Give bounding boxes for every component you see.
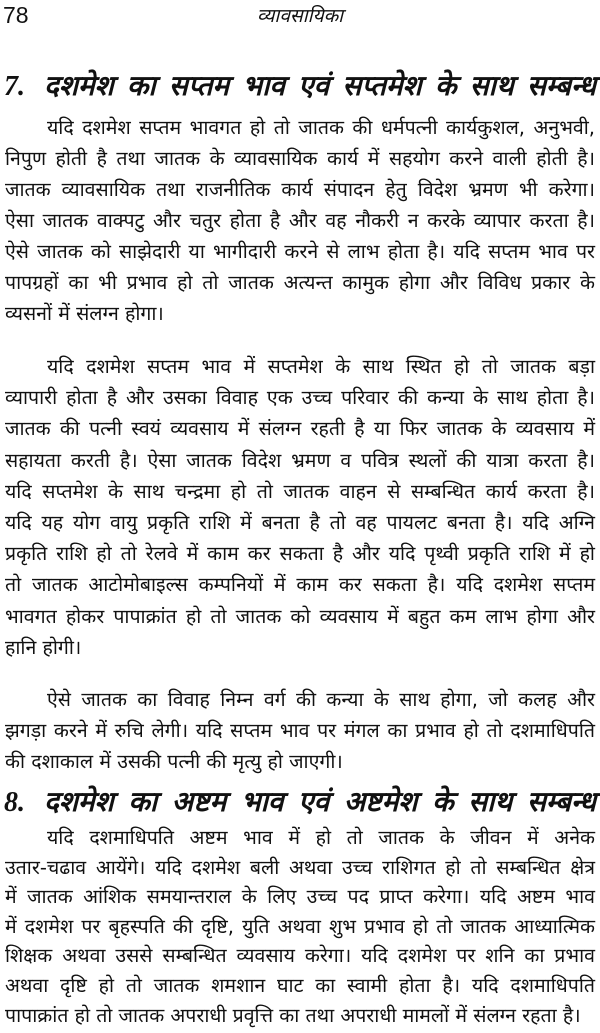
running-header-title: व्यावसायिका <box>256 5 344 27</box>
text-line: सहायता करती है। ऐसा जातक विदेश भ्रमण व पवित्र स्थलों की यात्रा करता है। <box>5 448 595 472</box>
text-line: यदि दशमेश सप्तम भावगत हो तो जातक की धर्मपत्नी कार्यकुशल, अनुभवी, <box>47 116 595 139</box>
text-line: में दशमेश पर बृहस्पति की दृष्टि, युति अथवा शुभ प्रभाव हो तो जातक आध्यात्मिक <box>5 914 595 938</box>
text-line: हानि होगी। <box>5 635 82 659</box>
text-line: में जातक आंशिक समयान्तराल के लिए उच्च पद प्राप्त करेगा। यदि अष्टम भाव <box>5 885 595 909</box>
section-heading-8 <box>4 782 596 823</box>
text-line: व्यापारी होता है और उसका विवाह एक उच्च परिवार की कन्या के साथ होता है। <box>5 386 595 410</box>
text-line: पापग्रहों का भी प्रभाव हो तो जातक अत्यन्त कामुक होगा और विविध प्रकार के <box>5 271 595 294</box>
text-line: की दशाकाल में उसकी पत्नी की मृत्यु हो जाएगी। <box>5 750 343 773</box>
text-line: भावगत होकर पापाक्रांत हो तो जातक को व्यवसाय में बहुत कम लाभ होगा और <box>5 604 595 628</box>
text-line: यदि दशमाधिपति अष्टम भाव में हो तो जातक के जीवन में अनेक <box>47 826 595 849</box>
section-number: 8. <box>4 787 25 818</box>
text-line: व्यसनों में संलग्न होगा। <box>5 302 164 325</box>
text-line: जातक की पत्नी स्वयं व्यवसाय में संलग्न रहती है या फिर जातक के व्यवसाय में <box>5 417 595 441</box>
text-line: उतार-चढाव आयेंगे। यदि दशमेश बली अथवा उच्च राशिगत हो तो सम्बन्धित क्षेत्र <box>5 855 595 879</box>
text-line: ऐसे जातक को साझेदारी या भागीदारी करने से लाभ होता है। यदि सप्तम भाव पर <box>5 240 595 263</box>
text-line: यदि सप्तमेश के साथ चन्द्रमा हो तो जातक वाहन से सम्बन्धित कार्य करता है। <box>5 479 595 503</box>
text-line: झगड़ा करने में रुचि लेगी। यदि सप्तम भाव पर मंगल का प्रभाव हो तो दशमाधिपति <box>5 719 595 742</box>
section-number: 7. <box>4 71 25 102</box>
text-line: प्रकृति राशि हो तो रेलवे में काम कर सकता है और यदि पृथ्वी प्रकृति राशि में हो <box>5 542 595 566</box>
section-heading-7 <box>4 66 596 107</box>
page-number: 78 <box>3 2 29 28</box>
text-line: अथवा दृष्टि हो तो जातक शमशान घाट का स्वामी होता है। यदि दशमाधिपति <box>5 974 595 997</box>
text-line: शिक्षक अथवा उससे सम्बन्धित व्यवसाय करेगा। यदि दशमेश पर शनि का प्रभाव <box>5 944 595 968</box>
text-line: निपुण होती है तथा जातक के व्यावसायिक कार्य में सहयोग करने वाली होती है। <box>5 147 595 170</box>
text-line: तो जातक आटोमोबाइल्स कम्पनियों में काम कर सकता है। यदि दशमेश सप्तम <box>5 573 595 597</box>
text-line: ऐसा जातक वाक्पटु और चतुर होता है और वह नौकरी न करके व्यापार करता है। <box>5 209 595 232</box>
section-title: दशमेश का सप्तम भाव एवं सप्तमेश के साथ सम्बन्ध <box>44 69 596 102</box>
text-line: यदि यह योग वायु प्रकृति राशि में बनता है तो वह पायलट बनता है। यदि अग्नि <box>5 511 595 534</box>
section-title: दशमेश का अष्टम भाव एवं अष्टमेश के साथ सम्बन्ध <box>44 785 596 818</box>
text-line: जातक व्यावसायिक तथा राजनीतिक कार्य संपादन हेतु विदेश भ्रमण भी करेगा। <box>5 178 595 201</box>
text-line: पापाक्रांत हो तो जातक अपराधी प्रवृत्ति का तथा अपराधी मामलों में संलग्न रहता है। <box>5 1003 581 1027</box>
text-line: ऐसे जातक का विवाह निम्न वर्ग की कन्या के साथ होगा, जो कलह और <box>47 688 595 711</box>
text-line: यदि दशमेश सप्तम भाव में सप्तमेश के साथ स्थित हो तो जातक बड़ा <box>47 355 595 378</box>
